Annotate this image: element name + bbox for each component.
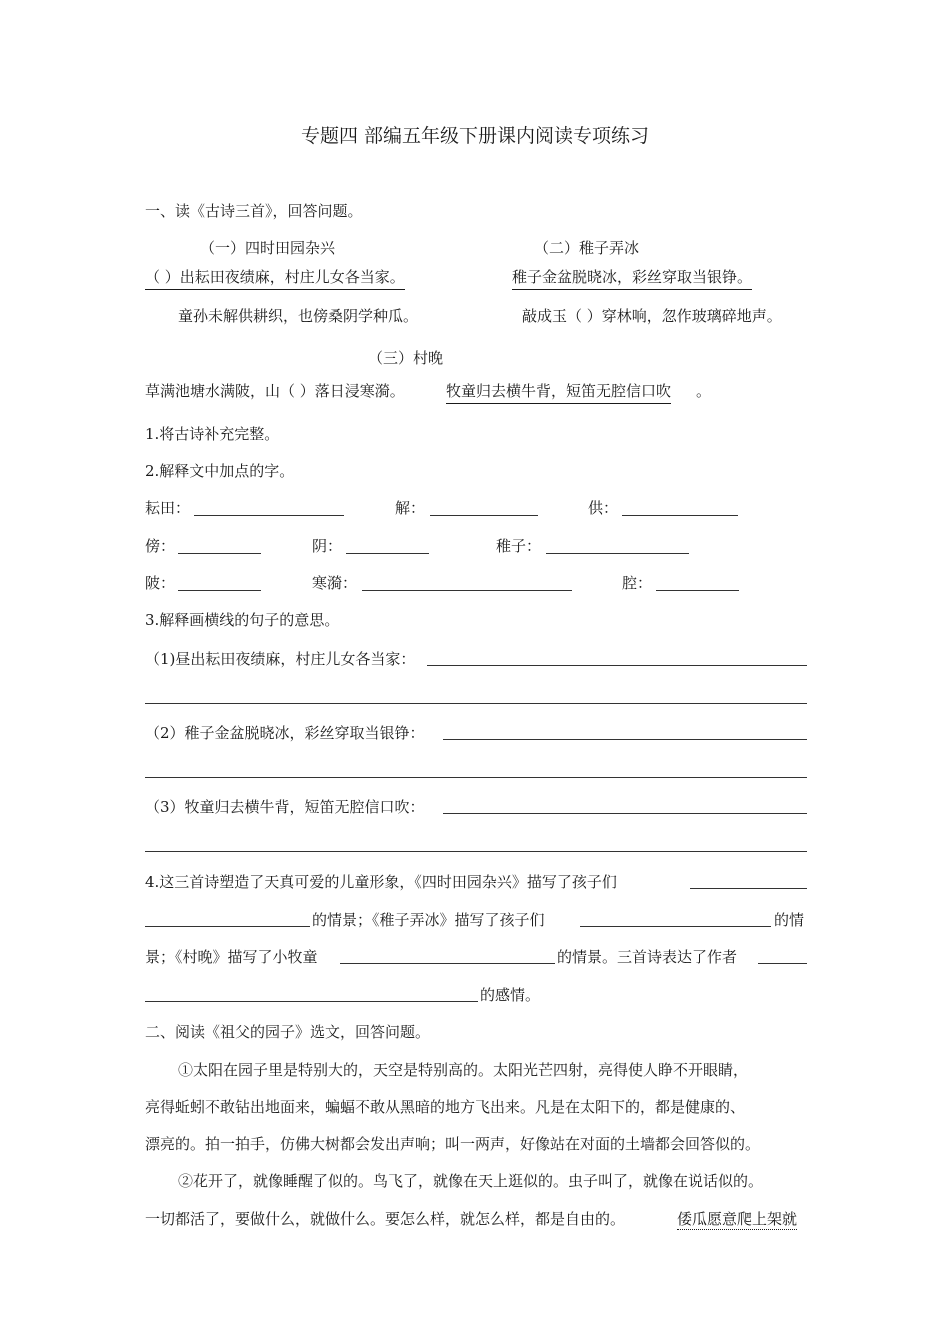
poem2-line2: 敲成玉（ ）穿林响，忽作玻璃碎地声。: [522, 307, 782, 325]
passage-p2-line2b: 倭瓜愿意爬上架就: [677, 1210, 798, 1228]
poem1-line1: （ ）出耘田夜绩麻，村庄儿女各当家。: [145, 267, 405, 290]
q2-label-qiang: 腔：: [622, 574, 653, 592]
answer-blank[interactable]: [580, 926, 771, 927]
answer-blank[interactable]: [443, 739, 807, 740]
answer-blank[interactable]: [546, 553, 689, 554]
answer-blank[interactable]: [622, 515, 738, 516]
answer-blank[interactable]: [443, 813, 807, 814]
q2-label-zhizi: 稚子：: [496, 537, 542, 555]
question-1: 1.将古诗补充完整。: [145, 425, 280, 443]
section2-heading: 二、阅读《祖父的园子》选文，回答问题。: [145, 1023, 431, 1041]
q4-line3-a: 景；《村晚》描写了小牧童: [145, 948, 318, 966]
passage-p1-line2: 亮得蚯蚓不敢钻出地面来，蝙蝠不敢从黑暗的地方飞出来。凡是在太阳下的，都是健康的、: [145, 1098, 746, 1116]
answer-blank[interactable]: [430, 515, 538, 516]
q4-line4-end: 的感情。: [480, 986, 541, 1004]
answer-blank[interactable]: [178, 590, 261, 591]
passage-p2-line1: ②花开了，就像睡醒了似的。鸟飞了，就像在天上逛似的。虫子叫了，就像在说话似的。: [178, 1172, 764, 1190]
question-3: 3.解释画横线的句子的意思。: [145, 611, 340, 629]
q2-label-jie: 解：: [395, 499, 426, 517]
poem1-title: （一）四时田园杂兴: [200, 239, 336, 257]
q2-label-yin: 阴：: [312, 537, 343, 555]
poem3-line-end: 。: [696, 382, 712, 400]
answer-blank[interactable]: [340, 963, 555, 964]
poem2-line1: 稚子金盆脱晓冰，彩丝穿取当银铮。: [512, 267, 752, 290]
answer-blank[interactable]: [145, 703, 807, 704]
q4-line1: 4.这三首诗塑造了天真可爱的儿童形象，《四时田园杂兴》描写了孩子们: [145, 873, 617, 891]
answer-blank[interactable]: [346, 553, 429, 554]
answer-blank[interactable]: [690, 888, 807, 889]
poem1-line2: 童孙未解供耕织，也傍桑阴学种瓜。: [178, 307, 419, 325]
q4-line2-end: 的情: [774, 911, 805, 929]
page-title: 专题四 部编五年级下册课内阅读专项练习: [300, 125, 650, 147]
q3-item-3: （3）牧童归去横牛背，短笛无腔信口吹：: [145, 798, 425, 816]
section1-heading: 一、读《古诗三首》，回答问题。: [145, 202, 363, 220]
answer-blank[interactable]: [194, 515, 344, 516]
q4-line2-mid: 的情景；《稚子弄冰》描写了孩子们: [312, 911, 545, 929]
poem3-title: （三）村晚: [368, 349, 444, 367]
q2-label-yuntian: 耘田：: [145, 499, 191, 517]
q3-item-1: （1)昼出耘田夜绩麻，村庄儿女各当家：: [145, 650, 416, 668]
q4-line3-b: 的情景。三首诗表达了作者: [557, 948, 738, 966]
answer-blank[interactable]: [145, 851, 807, 852]
passage-p2-line2a: 一切都活了，要做什么，就做什么。要怎么样，就怎么样，都是自由的。: [145, 1210, 626, 1228]
answer-blank[interactable]: [145, 926, 310, 927]
q2-label-hanyi: 寒漪：: [312, 574, 358, 592]
q3-item-2: （2）稚子金盆脱晓冰，彩丝穿取当银铮：: [145, 724, 425, 742]
answer-blank[interactable]: [427, 665, 807, 666]
answer-blank[interactable]: [145, 1001, 478, 1002]
q2-label-bei: 陂：: [145, 574, 176, 592]
poem2-title: （二）稚子弄冰: [534, 239, 640, 257]
poem3-line-a: 草满池塘水满陂，山（ ）落日浸寒漪。: [145, 382, 405, 400]
answer-blank[interactable]: [145, 777, 807, 778]
poem3-line-b: 牧童归去横牛背，短笛无腔信口吹: [446, 381, 671, 404]
question-2: 2.解释文中加点的字。: [145, 462, 295, 480]
answer-blank[interactable]: [178, 553, 261, 554]
q2-label-bang: 傍：: [145, 537, 176, 555]
answer-blank[interactable]: [362, 590, 572, 591]
answer-blank[interactable]: [758, 963, 807, 964]
answer-blank[interactable]: [656, 590, 739, 591]
q2-label-gong: 供：: [588, 499, 619, 517]
passage-p1-line1: ①太阳在园子里是特别大的，天空是特别高的。太阳光芒四射，亮得使人睁不开眼睛，: [178, 1061, 749, 1079]
passage-p1-line3: 漂亮的。拍一拍手，仿佛大树都会发出声响；叫一两声，好像站在对面的土墙都会回答似的。: [145, 1135, 761, 1153]
